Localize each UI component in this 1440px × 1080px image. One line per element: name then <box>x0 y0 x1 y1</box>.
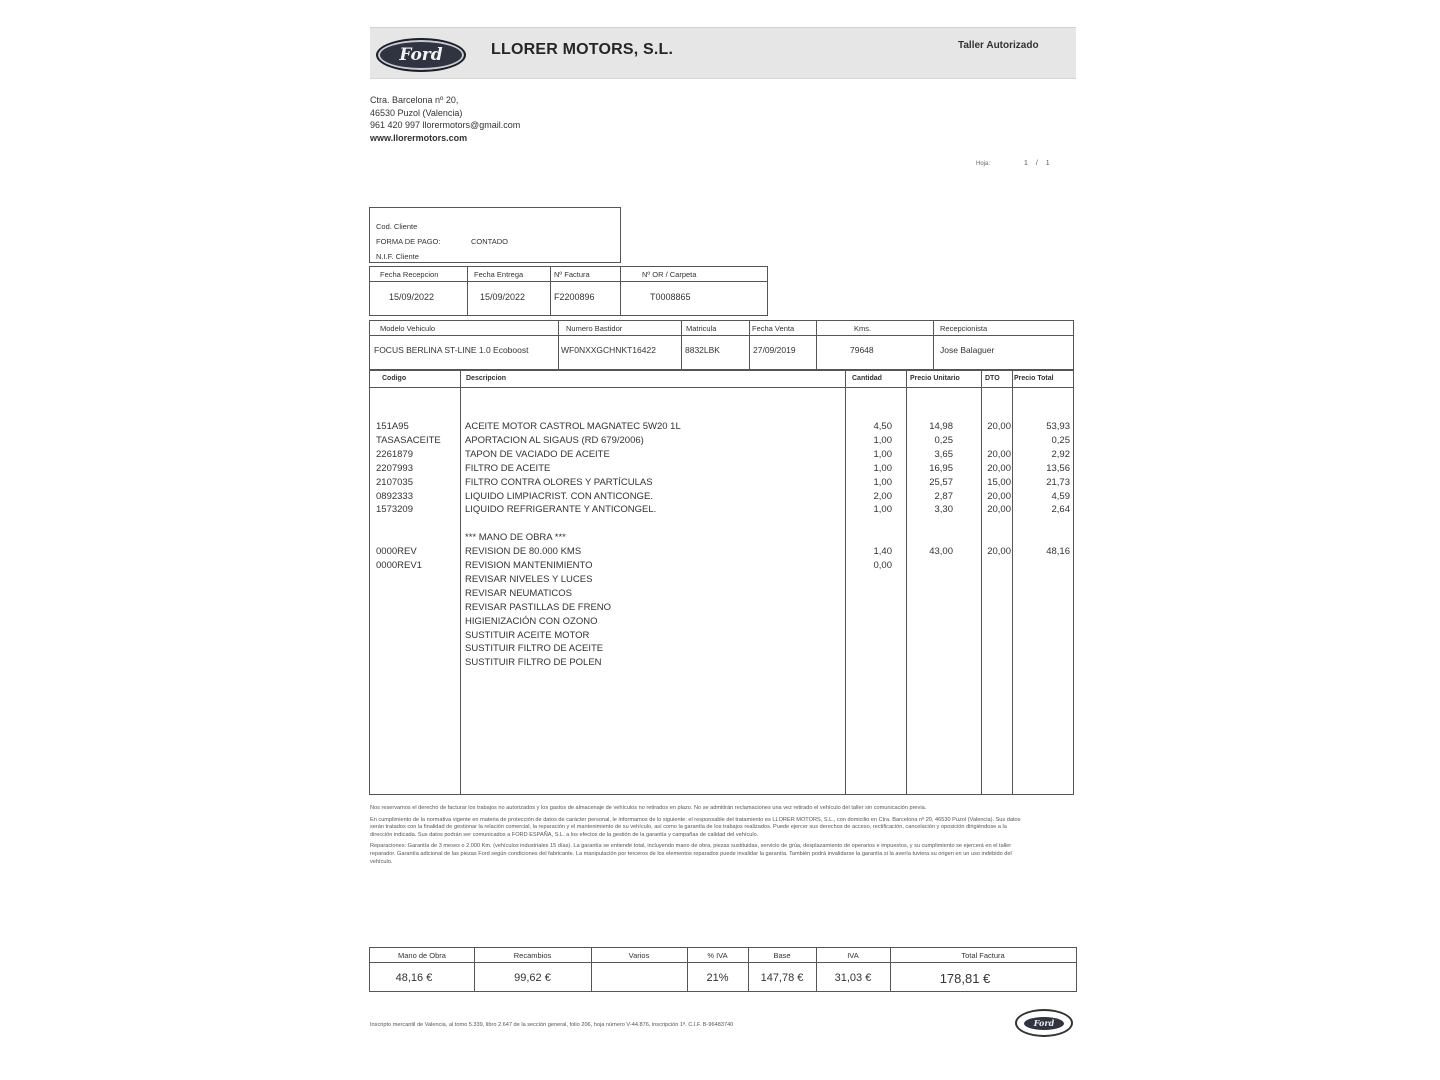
matricula-value: 8832LBK <box>685 345 720 355</box>
ford-seal <box>1015 1009 1073 1037</box>
line-precio <box>907 517 953 531</box>
codigo-header: Codigo <box>382 375 407 382</box>
line-code: 2261879 <box>376 448 413 460</box>
total-factura-label: Total Factura <box>961 951 1005 960</box>
line-cantidad: 1,00 <box>873 434 892 446</box>
line-description: LIQUIDO REFRIGERANTE Y ANTICONGEL. <box>465 504 657 516</box>
line-description: SUSTITUIR FILTRO DE ACEITE <box>465 643 604 655</box>
line-description: HIGIENIZACIÓN CON OZONO <box>465 615 598 627</box>
line-precio: 43,00 <box>929 546 953 558</box>
line-total: 48,16 <box>1046 546 1070 558</box>
invoice-box <box>369 266 768 316</box>
factura-label: Nº Factura <box>554 270 590 279</box>
line-total <box>1013 517 1070 531</box>
iva-value: 31,03 € <box>834 972 872 984</box>
line-description <box>465 517 843 531</box>
legal-paragraph: En cumplimiento de la normativa vigente en materia de protección de datos de carácter personal, le informamos de lo siguiente: el responsable del tratamiento es LLORER MOTORS, S.L., con domicilio en Ctra. Barcelona nº 20, 46530 Puzol (Valencia). Sus datos serán tratados con la finalidad de gestionar la relación comercial, la reparación y el mantenimiento de su vehículo, así como la garantía de los trabajos realizados. Puede ejercer sus derechos de acceso, rectificación, cancelación y oposición dirigiéndose a la dirección indicada. Sus datos podrán ser comunicados a FORD ESPAÑA, S.L. a los efectos de la gestión de la garantía y campañas de calidad del vehículo. <box>370 816 1021 838</box>
line-description: *** MANO DE OBRA *** <box>465 532 566 544</box>
modelo-value: FOCUS BERLINA ST-LINE 1.0 Ecoboost <box>374 345 529 355</box>
page-number: 1 / 1 <box>1024 160 1050 167</box>
line-total: 4,59 <box>1051 490 1070 502</box>
recepcionista-label: Recepcionista <box>940 324 988 333</box>
bastidor-label: Numero Bastidor <box>566 324 623 333</box>
ford-logo: Ford <box>376 38 466 72</box>
line-code: 2207993 <box>376 462 413 474</box>
line-precio: 16,95 <box>929 462 953 474</box>
line-total: 53,93 <box>1046 421 1070 432</box>
vehicle-box <box>369 320 1074 370</box>
fecha-entrega-label: Fecha Entrega <box>474 270 524 279</box>
recambios-value: 99,62 € <box>514 972 551 984</box>
line-cantidad: 1,00 <box>873 476 892 488</box>
line-precio <box>907 559 953 573</box>
line-description: LIQUIDO LIMPIACRIST. CON ANTICONGE. <box>465 490 653 502</box>
fecha-venta-value: 27/09/2019 <box>753 345 796 355</box>
line-description: REVISION MANTENIMIENTO <box>465 560 593 572</box>
line-total: 13,56 <box>1046 462 1070 474</box>
line-cantidad <box>846 531 892 545</box>
line-cantidad: 1,00 <box>873 504 892 516</box>
line-precio: 25,57 <box>929 476 953 488</box>
iva-percent-value: 21% <box>706 972 729 984</box>
line-code: TASASACEITE <box>376 434 441 446</box>
line-code: 1573209 <box>376 504 413 516</box>
line-description: TAPON DE VACIADO DE ACEITE <box>465 448 610 460</box>
factura-value: F2200896 <box>554 292 595 302</box>
line-cantidad: 1,40 <box>873 546 892 558</box>
base-value: 147,78 € <box>760 972 804 984</box>
line-code: 0892333 <box>376 490 413 502</box>
cod-cliente-label: Cod. Cliente <box>376 222 418 231</box>
descriptions-column <box>465 420 843 670</box>
line-cantidad: 1,00 <box>873 448 892 460</box>
kms-label: Kms. <box>854 324 872 333</box>
codes-column <box>376 420 458 573</box>
line-precio: 0,25 <box>934 434 953 446</box>
base-label: Base <box>773 951 791 960</box>
descripcion-header: Descripcion <box>466 375 507 382</box>
line-dto <box>981 531 1011 545</box>
line-total <box>1013 531 1070 545</box>
legal-text <box>370 805 1030 870</box>
address-line: Ctra. Barcelona nº 20, <box>370 95 459 105</box>
line-description: APORTACION AL SIGAUS (RD 679/2006) <box>465 434 644 446</box>
line-total: 2,92 <box>1051 448 1070 460</box>
fecha-recepcion-label: Fecha Recepcion <box>380 270 439 279</box>
dto-column <box>981 420 1011 573</box>
or-carpeta-label: Nº OR / Carpeta <box>642 270 697 279</box>
line-total: 2,64 <box>1051 504 1070 516</box>
client-box <box>369 207 621 263</box>
line-description: REVISAR PASTILLAS DE FRENO <box>465 601 612 613</box>
total-factura-value: 178,81 € <box>939 971 991 986</box>
legal-paragraph: Nos reservamos el derecho de facturar los trabajos no autorizados y los gastos de almacenaje de vehículos no retirados en plazo. No se admitirán reclamaciones una vez retirado el vehículo del taller sin comunicación previa. <box>370 805 927 811</box>
nif-label: N.I.F. Cliente <box>376 252 419 261</box>
line-description: REVISAR NEUMATICOS <box>465 587 572 599</box>
legal-paragraph: Reparaciones: Garantía de 3 meses o 2.000 Km. (vehículos industriales 15 días). La garantía se entiende total, incluyendo mano de obra, piezas sustituidas, servicio de grúa, desplazamiento de operarios e impuestos, y su cumplimiento se ejercerá en el taller reparador. Garantía adicional de las piezas Ford según condiciones del fabricante. La manipulación por terceros de los elementos reparados puede invalidar la garantía. También podrá invalidarse la garantía si la avería tuviera su origen en un uso indebido del vehículo. <box>370 843 1012 865</box>
matricula-label: Matricula <box>686 324 717 333</box>
line-dto: 15,00 <box>987 476 1011 488</box>
company-name: LLORER MOTORS, S.L. <box>491 41 674 58</box>
precio-total-column <box>1013 420 1070 573</box>
line-description: FILTRO CONTRA OLORES Y PARTÍCULAS <box>465 476 653 488</box>
lines-table <box>369 370 1074 795</box>
line-code: 0000REV <box>376 546 417 558</box>
line-code <box>376 531 458 545</box>
address-line: 46530 Puzol (Valencia) <box>370 107 463 118</box>
line-total: 21,73 <box>1046 476 1070 488</box>
page-label: Hoja: <box>976 161 991 167</box>
mano-obra-value: 48,16 € <box>395 972 433 984</box>
line-dto: 20,00 <box>987 490 1011 502</box>
forma-pago-value: CONTADO <box>471 237 508 246</box>
precio-total-header: Precio Total <box>1014 375 1054 382</box>
line-cantidad: 2,00 <box>873 490 892 502</box>
line-description: REVISION DE 80.000 KMS <box>465 546 582 558</box>
bastidor-value: WF0NXXGCHNKT16422 <box>561 345 656 355</box>
mano-obra-label: Mano de Obra <box>398 951 446 960</box>
dto-header: DTO <box>985 375 1000 382</box>
fecha-recepcion-value: 15/09/2022 <box>389 292 435 302</box>
line-description: SUSTITUIR ACEITE MOTOR <box>465 629 590 641</box>
line-precio: 3,30 <box>934 504 953 516</box>
fecha-entrega-value: 15/09/2022 <box>480 292 526 302</box>
line-code: 151A95 <box>376 421 409 432</box>
varios-label: Varios <box>628 951 650 960</box>
line-code: 2107035 <box>376 476 413 488</box>
header-band <box>370 27 1076 79</box>
company-address <box>370 94 520 144</box>
registry-footer: Inscripto mercantil de Valencia, al tomo 5.339, libro 2.647 de la sección general, folio 206, hoja número V-44.876, inscripción 1ª. C.I.F. B-96483740 <box>370 1022 734 1028</box>
modelo-label: Modelo Vehiculo <box>380 324 436 333</box>
line-dto: 20,00 <box>987 448 1011 460</box>
line-cantidad: 0,00 <box>873 560 892 572</box>
cantidad-header: Cantidad <box>852 375 882 382</box>
kms-value: 79648 <box>850 345 874 355</box>
line-precio: 3,65 <box>934 448 953 460</box>
line-dto <box>981 517 1011 531</box>
cantidad-column <box>846 420 892 573</box>
line-total: 0,25 <box>1051 434 1070 446</box>
taller-autorizado: Taller Autorizado <box>958 40 1039 51</box>
line-code: 0000REV1 <box>376 560 422 572</box>
recepcionista-value: Jose Balaguer <box>940 345 995 355</box>
recambios-label: Recambios <box>513 951 552 960</box>
line-total <box>1013 559 1070 573</box>
precio-unitario-header: Precio Unitario <box>910 375 960 382</box>
line-dto <box>981 559 1011 573</box>
precio-unitario-column <box>907 420 953 573</box>
line-precio: 2,87 <box>934 490 953 502</box>
address-line: 961 420 997 llorermotors@gmail.com <box>370 120 521 130</box>
line-cantidad: 4,50 <box>873 421 892 432</box>
line-dto: 20,00 <box>987 421 1011 432</box>
address-line: www.llorermotors.com <box>370 132 468 143</box>
line-precio <box>907 531 953 545</box>
line-code <box>376 517 458 531</box>
line-dto: 20,00 <box>987 504 1011 516</box>
line-description: REVISAR NIVELES Y LUCES <box>465 573 593 585</box>
ford-seal-logo: Ford <box>1024 1017 1064 1030</box>
line-cantidad <box>846 517 892 531</box>
line-cantidad: 1,00 <box>873 462 892 474</box>
iva-percent-label: % IVA <box>707 951 728 960</box>
or-carpeta-value: T0008865 <box>650 292 691 302</box>
forma-pago-label: FORMA DE PAGO: <box>376 237 441 246</box>
line-dto <box>981 434 1011 448</box>
iva-label: IVA <box>847 951 859 960</box>
line-description: SUSTITUIR FILTRO DE POLEN <box>465 657 602 669</box>
totals-box <box>369 947 1077 992</box>
fecha-venta-label: Fecha Venta <box>752 324 795 333</box>
line-description: FILTRO DE ACEITE <box>465 462 551 474</box>
line-dto: 20,00 <box>987 462 1011 474</box>
line-dto: 20,00 <box>987 546 1011 558</box>
line-description: ACEITE MOTOR CASTROL MAGNATEC 5W20 1L <box>465 421 681 432</box>
line-precio: 14,98 <box>929 421 953 432</box>
